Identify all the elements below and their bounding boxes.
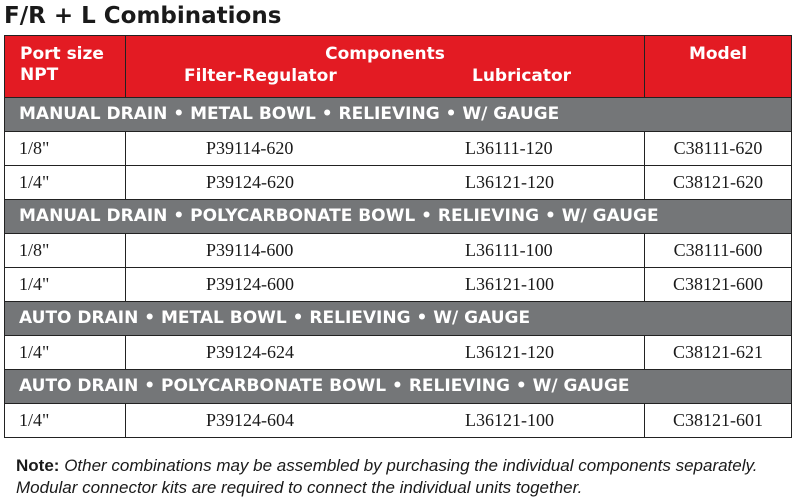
header-filter-regulator: Filter-Regulator	[184, 66, 337, 86]
cell-filter-regulator: P39114-620	[206, 138, 294, 158]
cell-port: 1/4"	[5, 404, 126, 437]
section-header: MANUAL DRAIN • POLYCARBONATE BOWL • RELIEVING • W/ GAUGE	[5, 199, 791, 233]
cell-lubricator: L36111-120	[465, 138, 553, 158]
section-header: AUTO DRAIN • METAL BOWL • RELIEVING • W/ GAUGE	[5, 301, 791, 335]
cell-filter-regulator: P39114-600	[206, 240, 294, 260]
cell-port: 1/4"	[5, 268, 126, 301]
section-header: MANUAL DRAIN • METAL BOWL • RELIEVING • W/ GAUGE	[5, 97, 791, 131]
header-model: Model	[688, 44, 748, 64]
cell-port: 1/8"	[5, 132, 126, 165]
cell-lubricator: L36121-120	[465, 172, 554, 192]
cell-components	[126, 132, 645, 165]
cell-components	[126, 234, 645, 267]
cell-filter-regulator: P39124-600	[206, 274, 295, 294]
header-lubricator: Lubricator	[472, 66, 572, 86]
cell-components	[126, 166, 645, 199]
table-header	[5, 36, 791, 97]
cell-port: 1/4"	[5, 166, 126, 199]
page-title: F/R + L Combinations	[4, 3, 282, 29]
table-row	[5, 335, 791, 369]
table-row	[5, 165, 791, 199]
cell-model: C38121-621	[673, 342, 763, 362]
cell-components	[126, 404, 645, 437]
cell-model: C38121-620	[673, 172, 763, 192]
header-port-size	[5, 36, 126, 97]
section-header: AUTO DRAIN • POLYCARBONATE BOWL • RELIEVING • W/ GAUGE	[5, 369, 791, 403]
header-components	[126, 36, 645, 97]
table-row	[5, 403, 791, 437]
cell-lubricator: L36121-100	[465, 410, 554, 430]
footnote	[16, 455, 786, 499]
cell-model: C38111-620	[673, 138, 763, 158]
header-port-line1: Port size	[20, 44, 104, 64]
cell-filter-regulator: P39124-624	[206, 342, 295, 362]
note-text: Other combinations may be assembled by purchasing the individual components separately. Modular connector kits are required to connect the individual units together.	[16, 456, 758, 497]
table-row	[5, 233, 791, 267]
cell-filter-regulator: P39124-620	[206, 172, 295, 192]
cell-components	[126, 268, 645, 301]
combinations-table	[4, 35, 792, 438]
cell-port: 1/4"	[5, 336, 126, 369]
cell-model: C38121-600	[673, 274, 763, 294]
header-port-line2: NPT	[20, 65, 59, 85]
cell-components	[126, 336, 645, 369]
header-components-label: Components	[325, 44, 445, 64]
cell-model: C38121-601	[673, 410, 763, 430]
cell-port: 1/8"	[5, 234, 126, 267]
cell-model: C38111-600	[673, 240, 763, 260]
note-label: Note:	[16, 456, 60, 475]
table-row	[5, 267, 791, 301]
cell-filter-regulator: P39124-604	[206, 410, 295, 430]
cell-lubricator: L36121-100	[465, 274, 554, 294]
cell-lubricator: L36111-100	[465, 240, 553, 260]
cell-lubricator: L36121-120	[465, 342, 554, 362]
table-row	[5, 131, 791, 165]
